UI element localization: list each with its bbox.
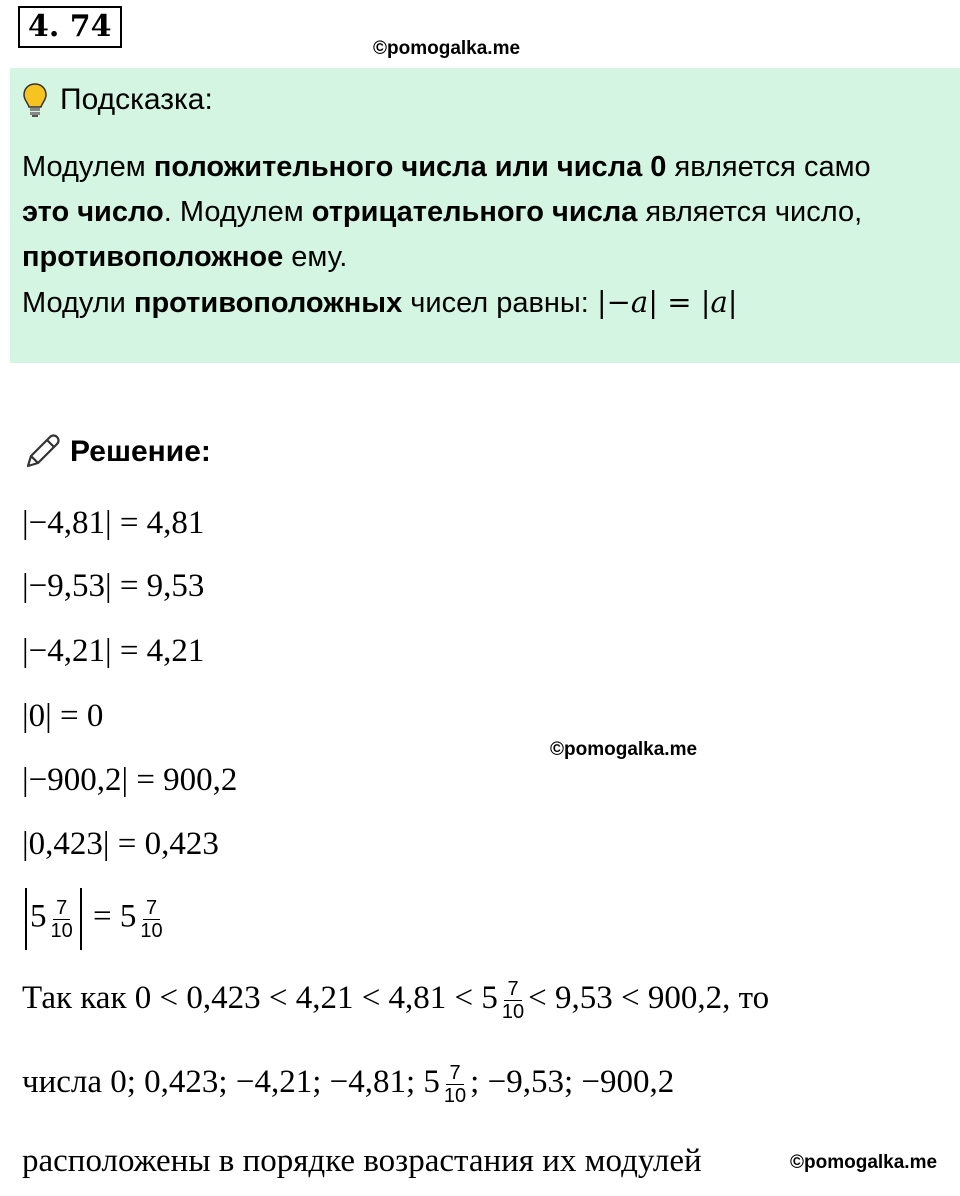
hint-bold-segment: отрицательного числа [311,196,638,228]
fraction-numerator: 7 [143,897,160,920]
fraction-denominator: 10 [443,1085,467,1107]
conclusion-text: Так как 0 < 0,423 < 4,21 < 4,81 < 5 [22,980,498,1017]
equation-1: |−4,81| = 4,81 [22,505,205,541]
equation-6: |0,423| = 0,423 [22,826,219,862]
solution-heading [22,432,211,472]
solution-title: Решение: [70,435,211,468]
fraction [444,1062,466,1107]
conclusion-line-3: расположены в порядке возрастания их модулей [22,1143,702,1179]
hint-text-segment: Модулем [22,151,154,183]
fraction-numerator: 7 [446,1062,463,1085]
fraction-denominator: 10 [501,1001,525,1023]
hint-line-4 [22,280,952,326]
hint-line-2 [22,190,952,235]
fraction-numerator: 7 [504,978,521,1001]
conclusion-text: ; −9,53; −900,2 [470,1064,675,1101]
hint-bold-segment: противоположное [22,241,284,273]
hint-text-segment: Модули [22,287,134,319]
hint-text-segment: ему. [283,241,348,273]
hint-formula: |−a| = |a| [596,285,738,319]
watermark: ©pomogalka.me [373,38,521,59]
abs-bar-left [25,888,27,950]
equation-mixed [22,888,167,950]
hint-text-segment: . Модулем [163,196,312,228]
hint-title: Подсказка: [60,83,213,116]
watermark: ©pomogalka.me [550,739,698,760]
lightbulb-icon [22,82,48,118]
equation-3: |−4,21| = 4,21 [22,633,205,669]
fraction [140,897,162,942]
hint-line-3 [22,235,952,280]
fraction [502,978,524,1023]
watermark: ©pomogalka.me [790,1152,938,1173]
conclusion-line-2 [22,1062,674,1107]
hint-text-segment: является число, [637,196,863,228]
hint-bold-segment: положительного числа или числа 0 [153,151,667,183]
abs-bar-right [80,888,82,950]
hint-text-segment: является само [666,151,871,183]
equation-4: |0| = 0 [22,698,104,734]
fraction-denominator: 10 [50,919,73,942]
equation-2: |−9,53| = 9,53 [22,568,205,604]
problem-number: 4. 74 [18,6,122,48]
fraction-denominator: 10 [140,919,163,942]
conclusion-line-1 [22,978,769,1023]
hint-line-1 [22,145,952,190]
hint-heading [22,82,213,118]
mixed-whole: 5 [30,898,47,935]
fraction [51,897,73,942]
equation-rhs: = 5 [93,898,137,935]
hint-text-segment: чисел равны: [402,287,597,319]
conclusion-text: числа 0; 0,423; −4,21; −4,81; 5 [22,1064,440,1101]
hint-bold-segment: противоположных [133,287,403,319]
pencil-icon [22,432,62,472]
fraction-numerator: 7 [53,897,70,920]
hint-text [22,145,952,326]
equation-5: |−900,2| = 900,2 [22,762,238,798]
hint-bold-segment: это число [22,196,164,228]
conclusion-text: < 9,53 < 900,2, то [528,980,770,1017]
